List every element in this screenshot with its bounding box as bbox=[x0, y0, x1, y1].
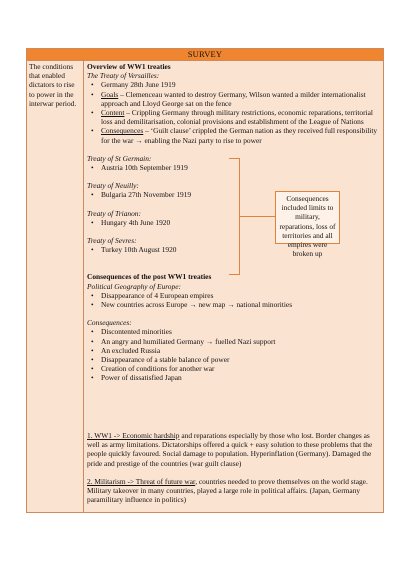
consequences-callout: Consequences included limits to military, reparations, loss of territories and all empires were broken up bbox=[275, 191, 340, 244]
trianon-date: • Hungary 4th June 1920 bbox=[101, 218, 380, 227]
content-item bbox=[101, 108, 380, 126]
survey-table bbox=[26, 48, 384, 513]
survey-row bbox=[27, 61, 383, 512]
versailles-list bbox=[87, 80, 380, 144]
cons-item: • An angry and humiliated Germany → fuelled Nazi support bbox=[101, 337, 380, 346]
survey-header: SURVEY bbox=[27, 49, 383, 61]
content-text: – Crippling Germany through military restrictions, economic reparations, territorial loss and demilitarisation, colonial provisions and establishment of the League of Nations bbox=[101, 108, 373, 127]
note-militarism-text: , countries needed to prove themselves on the world stage. Military takeover in many countries, played a large role in political affairs. (Japan, Germany paramilitary influence in politics) bbox=[87, 476, 368, 505]
trianon-label: Treaty of Trianon: bbox=[87, 208, 141, 218]
neuilly-date: • Bulgaria 27th November 1919 bbox=[101, 190, 380, 199]
sevres-date: • Turkey 10th August 1920 bbox=[101, 245, 380, 254]
topic-cell: The conditions that enabled dictators to rise to power in the interwar period. bbox=[27, 61, 84, 512]
goals-text: – Clemenceau wanted to destroy Germany, Wilson wanted a milder internationalist approach and Lloyd George sat on the fence bbox=[101, 89, 366, 108]
cons-item: • Power of dissatisfied Japan bbox=[101, 373, 380, 382]
notes-cell bbox=[84, 61, 383, 512]
notes-paragraphs bbox=[87, 431, 380, 504]
cons-label: Consequences: bbox=[87, 318, 132, 328]
geo-item: • Disappearance of 4 European empires bbox=[101, 291, 380, 300]
cons-item: • An excluded Russia bbox=[101, 346, 380, 355]
geo-list bbox=[87, 291, 380, 309]
note-economic-text: and reparations especially by those who lost. Border changes as well as army limitations. Dictatorships offered a quick + easy solution to these problems that the people quickly favoured. Social damage to population. Hyperinflation (Germany). Damaged the pride and prestige of the countries (war guilt clause) bbox=[87, 431, 373, 468]
cons-item: • Creation of conditions for another war bbox=[101, 364, 380, 373]
versailles-label: The Treaty of Versailles: bbox=[87, 71, 160, 81]
note-militarism bbox=[87, 477, 380, 505]
cons-list bbox=[87, 327, 380, 382]
goals-term: Goals bbox=[101, 89, 119, 99]
content-term: Content bbox=[101, 108, 125, 118]
cons-item: • Discontented minorities bbox=[101, 327, 380, 336]
bracket-connector bbox=[240, 216, 275, 217]
treaty-bracket bbox=[229, 158, 240, 275]
geo-label: Political Geography of Europe: bbox=[87, 281, 181, 291]
consequences-text: – ‘Guilt clause’ crippled the German nation as they received full responsibility for the war → enabling the Nazi party to rise to power bbox=[101, 126, 378, 145]
sevres-label: Treaty of Sevres: bbox=[87, 236, 137, 246]
st-germain-label: Treaty of St Germain: bbox=[87, 153, 152, 163]
note-economic bbox=[87, 431, 380, 468]
consequences-term: Consequences bbox=[101, 126, 144, 136]
overview-heading: Overview of WW1 treaties bbox=[87, 62, 171, 71]
consequences-item bbox=[101, 126, 380, 144]
geo-item: • New countries across Europe → new map → national minorities bbox=[101, 300, 380, 309]
post-heading: Consequences of the post WW1 treaties bbox=[87, 272, 212, 282]
st-germain-date: • Austria 10th September 1919 bbox=[101, 163, 380, 172]
goals-item bbox=[101, 90, 380, 108]
cons-item: • Disappearance of a stable balance of power bbox=[101, 355, 380, 364]
note-economic-term: 1. WW1 -> Economic hardship bbox=[87, 431, 180, 440]
neuilly-label: Treaty of Neuilly: bbox=[87, 181, 139, 191]
note-militarism-term: 2. Militarism -> Threat of future war bbox=[87, 476, 196, 486]
versailles-date: • Germany 28th June 1919 bbox=[101, 80, 380, 89]
